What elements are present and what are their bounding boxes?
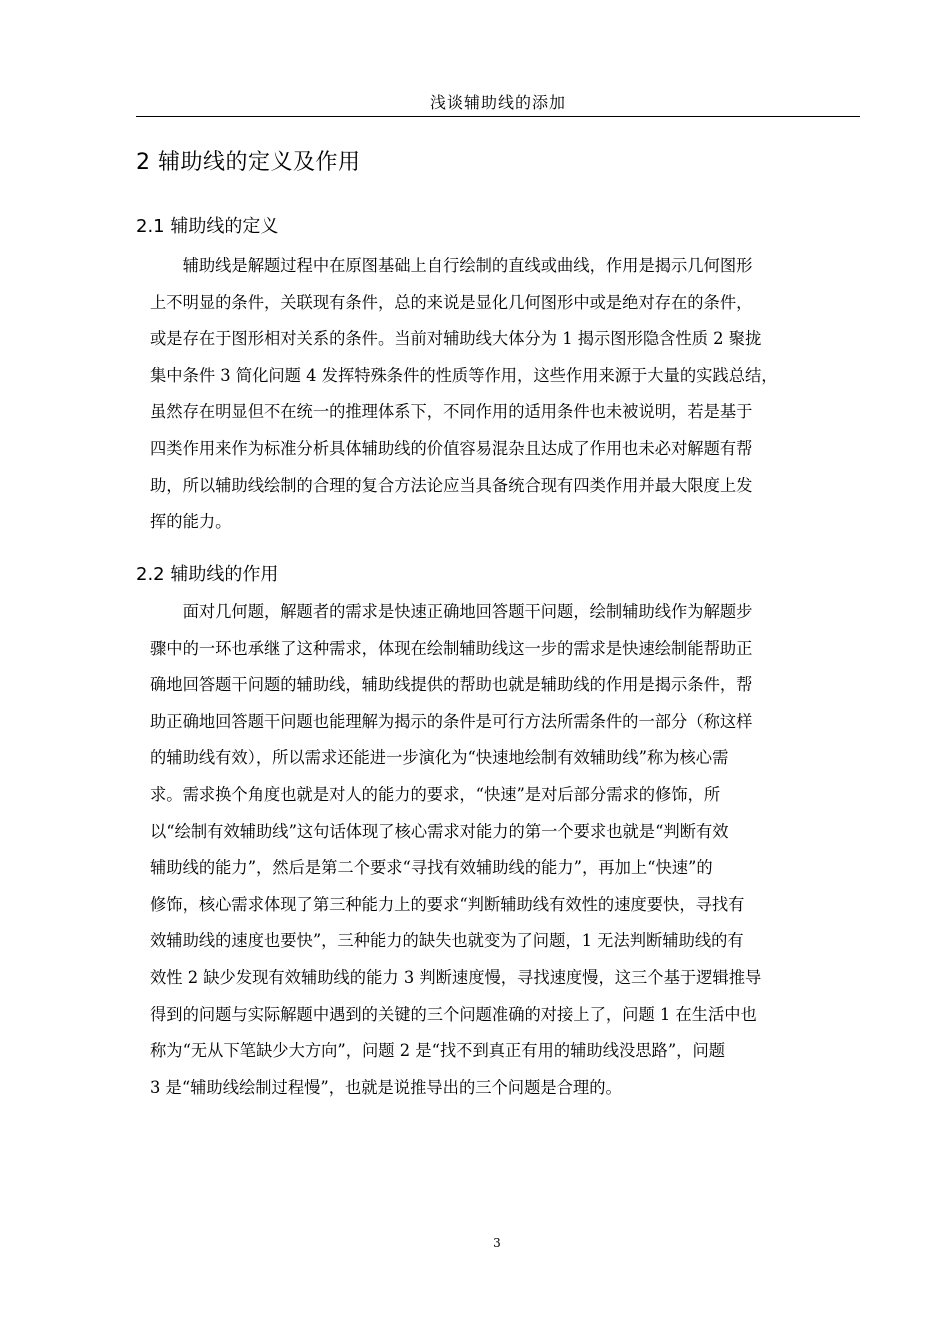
- paragraph-line: 以“绘制有效辅助线”这句话体现了核心需求对能力的第一个要求也就是“判断有效: [150, 821, 729, 841]
- page-header-title: 浅谈辅助线的添加: [429, 93, 566, 112]
- paragraph-line: 面对几何题，解题者的需求是快速正确地回答题干问题，绘制辅助线作为解题步: [150, 602, 753, 621]
- paragraph-line: 挥的能力。: [150, 512, 232, 532]
- header-rule: [136, 116, 860, 117]
- paragraph-line: 助，所以辅助线绘制的合理的复合方法论应当具备统合现有四类作用并最大限度上发: [150, 475, 753, 495]
- section-heading-function: 2.2 辅助线的作用: [136, 564, 279, 585]
- section-heading-definition: 2.1 辅助线的定义: [136, 216, 279, 237]
- chapter-title: 2 辅助线的定义及作用: [136, 150, 361, 175]
- paragraph-definition: [150, 248, 862, 541]
- paragraph-line: 集中条件 3 简化问题 4 发挥特殊条件的性质等作用，这些作用来源于大量的实践总结，: [150, 365, 778, 385]
- paragraph-line: 上不明显的条件，关联现有条件，总的来说是显化几何图形中或是绝对存在的条件，: [150, 292, 753, 312]
- paragraph-line: 效性 2 缺少发现有效辅助线的能力 3 判断速度慢，寻找速度慢，这三个基于逻辑推导: [150, 967, 762, 987]
- paragraph-line: 3 是“辅助线绘制过程慢”，也就是说推导出的三个问题是合理的。: [150, 1077, 622, 1097]
- paragraph-line: 确地回答题干问题的辅助线，辅助线提供的帮助也就是辅助线的作用是揭示条件，帮: [150, 675, 753, 695]
- paragraph-line: 称为“无从下笔缺少大方向”，问题 2 是“找不到真正有用的辅助线没思路”，问题: [150, 1041, 726, 1061]
- paragraph-line: 修饰，核心需求体现了第三种能力上的要求“判断辅助线有效性的速度要快，寻找有: [150, 894, 745, 914]
- paragraph-function: [150, 594, 862, 1106]
- paragraph-line: 效辅助线的速度也要快”，三种能力的缺失也就变为了问题，1 无法判断辅助线的有: [150, 931, 744, 951]
- paragraph-line: 辅助线的能力”，然后是第二个要求“寻找有效辅助线的能力”，再加上“快速”的: [150, 858, 713, 878]
- paragraph-line: 求。需求换个角度也就是对人的能力的要求，“快速”是对后部分需求的修饰，所: [150, 784, 721, 804]
- paragraph-line: 或是存在于图形相对关系的条件。当前对辅助线大体分为 1 揭示图形隐含性质 2 聚拢: [150, 329, 762, 349]
- paragraph-line: 四类作用来作为标准分析具体辅助线的价值容易混杂且达成了作用也未必对解题有帮: [150, 438, 753, 458]
- paragraph-line: 的辅助线有效），所以需求还能进一步演化为“快速地绘制有效辅助线”称为核心需: [150, 748, 729, 768]
- paragraph-line: 骤中的一环也承继了这种需求，体现在绘制辅助线这一步的需求是快速绘制能帮助正: [150, 638, 753, 658]
- paragraph-line: 辅助线是解题过程中在原图基础上自行绘制的直线或曲线，作用是揭示几何图形: [150, 256, 753, 275]
- paragraph-line: 助正确地回答题干问题也能理解为揭示的条件是可行方法所需条件的一部分（称这样: [150, 711, 753, 731]
- paragraph-line: 得到的问题与实际解题中遇到的关键的三个问题准确的对接上了，问题 1 在生活中也: [150, 1004, 757, 1024]
- paragraph-line: 虽然存在明显但不在统一的推理体系下，不同作用的适用条件也未被说明，若是基于: [150, 402, 753, 422]
- page-number: 3: [493, 1236, 501, 1250]
